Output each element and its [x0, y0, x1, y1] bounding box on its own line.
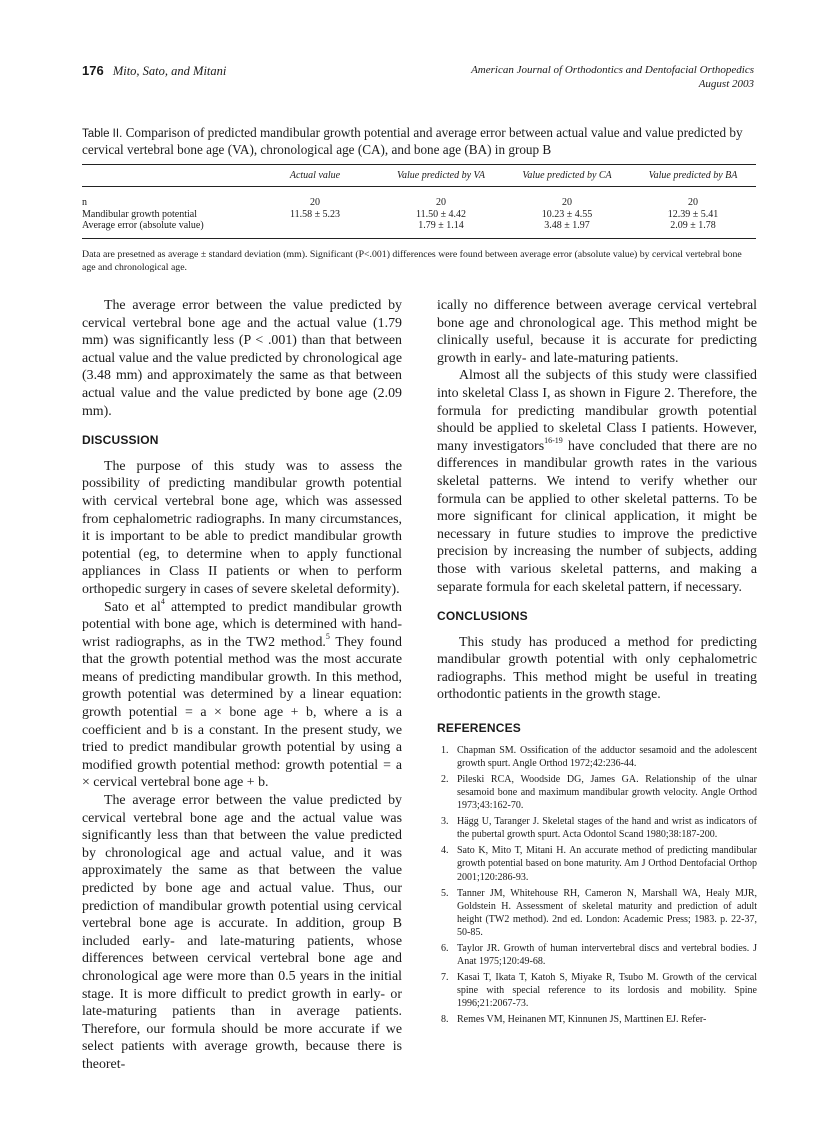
table-cell: 2.09 ± 1.78	[670, 220, 716, 231]
body-paragraph	[437, 367, 757, 596]
running-header-left	[82, 63, 226, 79]
body-paragraph: The purpose of this study was to assess the possibility of predicting mandibular growth potential with cervical vertebral bone age, which was assessed from cephalometric radiographs. In many circumstances, it is important to be able to predict mandibular growth potential (eg, to determine when to apply functional appliances in Class II patients or when to perform orthopedic surgery in cases of severe skeletal deformity).	[82, 458, 402, 597]
reference-item	[437, 844, 757, 883]
section-heading-references: REFERENCES	[437, 721, 522, 736]
table-cell: 11.58 ± 5.23	[289, 208, 341, 220]
table-cell: 20	[310, 197, 320, 208]
table-cell: Mandibular growth potential	[82, 208, 197, 220]
paragraph-text: They found that the growth potential method was the most accurate means of predicting mandibular growth. In this method, growth potential was determined by a linear equation: growth potential = a × bone age + b, where a is a coefficient and b is a constant. In the present study, we tried to predict mandibular growth potential by using a modified growth potential method: growth potential = a × cervical vertebral bone age + b.	[82, 634, 402, 791]
body-paragraph: The average error between the value predicted by cervical vertebral bone age and the actual value was significantly less than that between the value predicted by chronological age and actual value, and it was approximately the same as that between the value predicted by bone age and actual value. Thus, our prediction of mandibular growth potential using cervical vertebral bone age is accurate. In addition, group B included early- and late-maturing patients, whose differences between cervical vertebral bone age and chronological age were more than 0.5 years in the initial stage. It is more difficult to predict growth in early- or late-maturing patients than in average patients. Therefore, our formula should be more accurate if we select patients with average growth, because there is theoret-	[82, 793, 402, 1072]
body-paragraph: The average error between the value predicted by cervical vertebral bone age and the actual value (1.79 mm) was significantly less (P < .001) than that between actual value and the value predicted by chronological age (3.48 mm) and approximately the same as that between actual value and the value predicted by bone age (2.09 mm).	[82, 298, 402, 419]
table-cell: 10.23 ± 4.55	[541, 208, 593, 220]
reference-item	[437, 773, 757, 812]
table-top-rule	[82, 164, 756, 165]
reference-number: 6.	[441, 942, 449, 954]
reference-list	[437, 744, 757, 1027]
reference-text: Sato K, Mito T, Mitani H. An accurate method of predicting mandibular growth potential based on bone maturity. Am J Orthod Dentofacial Orthop 2001;120:286-93.	[457, 845, 757, 883]
table-footnote: Data are presetned as average ± standard deviation (mm). Significant (P<.001) differences were found between average error (absolute value) by cervical vertebral bone age and chronological age.	[82, 249, 742, 273]
page-number: 176	[82, 63, 104, 78]
citation-ref: 16-19	[544, 436, 563, 446]
reference-item	[437, 971, 757, 1010]
reference-number: 2.	[441, 773, 449, 785]
table-cell: 20	[688, 197, 698, 208]
reference-text: Pileski RCA, Woodside DG, James GA. Relationship of the ulnar sesamoid bone and maximum mandibular growth velocity. Angle Orthod 1973;43:162-70.	[457, 773, 757, 812]
reference-number: 7.	[441, 972, 449, 984]
table-header-cell	[82, 166, 252, 185]
table-caption	[82, 125, 756, 158]
table-header-cell: Value predicted by BA	[648, 170, 738, 181]
body-paragraph	[82, 596, 402, 793]
table-header-row	[82, 166, 756, 185]
issue-date: August 2003	[698, 78, 754, 90]
table-bottom-rule	[82, 238, 756, 239]
left-column	[82, 297, 402, 1074]
table-header-cell: Value predicted by CA	[522, 170, 612, 181]
table-cell	[252, 220, 378, 232]
table-header-cell: Actual value	[289, 170, 341, 181]
reference-item	[437, 1013, 757, 1026]
right-column	[437, 297, 757, 1030]
body-paragraph: ically no difference between average cervical vertebral bone age and chronological age. This method might be clinically useful, because it is accurate for predicting growth in early- and late-maturing patients.	[437, 298, 757, 366]
running-authors: Mito, Sato, and Mitani	[112, 64, 227, 78]
section-heading-discussion: DISCUSSION	[82, 433, 159, 448]
table-cell: Average error (absolute value)	[82, 220, 204, 231]
table-caption-text: Comparison of predicted mandibular growth potential and average error between actual value and value predicted by cervical vertebral bone age (VA), chronological age (CA), and bone age (BA) in group B	[82, 125, 743, 157]
reference-text: Tanner JM, Whitehouse RH, Cameron N, Marshall WA, Healy MJR, Goldstein H. Assessment of skeletal maturity and prediction of adult height (TW2 method). 2nd ed. London: Academic Press; 1983. p. 22-37, 50-85.	[457, 887, 757, 938]
journal-title: American Journal of Orthodontics and Dentofacial Orthopedics	[471, 64, 754, 76]
table-cell: 20	[562, 197, 572, 208]
table-row	[82, 197, 756, 209]
reference-text: Hägg U, Taranger J. Skeletal stages of the hand and wrist as indicators of the pubertal growth spurt. Acta Odontol Scand 1980;38:187-200.	[457, 816, 757, 841]
section-heading-conclusions: CONCLUSIONS	[437, 609, 528, 624]
table-cell: 1.79 ± 1.14	[418, 220, 464, 231]
reference-number: 5.	[441, 887, 449, 899]
citation-ref: 5	[325, 632, 330, 642]
paragraph-text: Almost all the subjects of this study were classified into skeletal Class I, as shown in Figure 2. Therefore, the formula for predicting mandibular growth potential should be applied to skeletal Class I patients. However, many investigators	[437, 368, 757, 454]
table-cell: 11.50 ± 4.42	[415, 208, 467, 220]
reference-number: 1.	[441, 744, 449, 756]
reference-number: 8.	[441, 1014, 449, 1026]
table-row	[82, 220, 756, 232]
table-cell: n	[82, 197, 87, 208]
table-cell: 12.39 ± 5.41	[667, 208, 719, 220]
paragraph-text: attempted to predict mandibular growth potential with bone age, which is determined with hand-wrist radiographs, as in the TW2 method.	[82, 599, 402, 650]
reference-text: Kasai T, Ikata T, Katoh S, Miyake R, Tsubo M. Growth of the cervical spine with special reference to its lordosis and mobility. Spine 1996;21:2067-73.	[457, 972, 757, 1010]
body-paragraph: This study has produced a method for predicting mandibular growth potential with only cephalometric radiographs. This method might be useful in treating orthodontic patients in the growth stage.	[437, 634, 757, 703]
citation-ref: 4	[160, 596, 165, 606]
reference-text: Remes VM, Heinanen MT, Kinnunen JS, Marttinen EJ. Refer-	[457, 1014, 707, 1026]
reference-text: Chapman SM. Ossification of the adductor sesamoid and the adolescent growth spurt. Angle Orthod 1972;42:236-44.	[457, 744, 757, 769]
reference-item	[437, 744, 757, 770]
table-header-cell: Value predicted by VA	[396, 170, 486, 181]
reference-number: 3.	[441, 816, 449, 828]
table-row	[82, 209, 756, 221]
paragraph-text: have concluded that there are no differences in mandibular growth rates in the various skeletal patterns. We intend to verify whether our formula can be applied to other skeletal patterns. To be more significant for clinical application, it might be necessary in future studies to improve the predictive precision by increasing the number of subjects, adding those with various skeletal patterns, and making a separate formula for each skeletal pattern, if necessary.	[437, 438, 758, 595]
running-header-right	[471, 63, 754, 91]
reference-item	[437, 942, 757, 968]
reference-item	[437, 815, 757, 841]
table-cell: 20	[436, 197, 446, 208]
table-cell: 3.48 ± 1.97	[544, 220, 590, 231]
citation-author: Sato et al	[104, 599, 161, 615]
reference-number: 4.	[441, 845, 449, 857]
reference-item	[437, 887, 757, 939]
data-table	[82, 166, 756, 232]
table-label: Table II.	[82, 128, 123, 140]
reference-text: Taylor JR. Growth of human intervertebral discs and vertebral bodies. J Anat 1975;120:49-68.	[457, 942, 757, 968]
